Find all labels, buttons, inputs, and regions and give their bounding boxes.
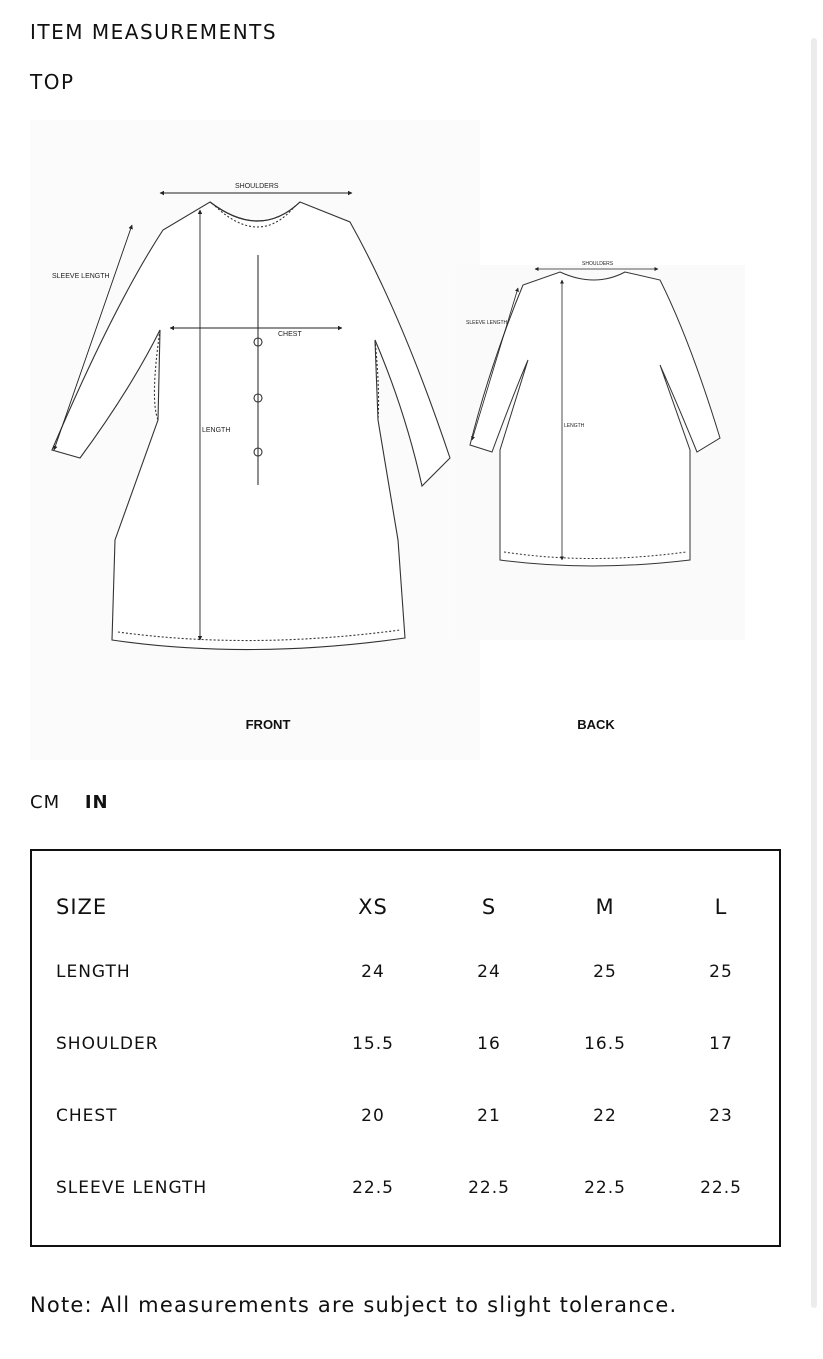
column-header: S (481, 895, 497, 919)
table-row (32, 936, 779, 1008)
unit-toggle (30, 792, 127, 813)
column-header: M (595, 895, 615, 919)
table-row (32, 1008, 779, 1080)
size-chart-table (30, 849, 781, 1247)
row-label: LENGTH (56, 962, 131, 982)
page-scrollbar[interactable] (811, 38, 817, 1308)
column-header: L (714, 895, 728, 919)
unit-option-cm[interactable]: CM (30, 792, 61, 813)
table-row (32, 1152, 779, 1224)
table-cell: 22.5 (584, 1178, 626, 1198)
garment-type-title: TOP (30, 70, 75, 94)
row-label: SLEEVE LENGTH (56, 1178, 208, 1198)
table-cell: 24 (477, 962, 501, 982)
table-header-row (32, 851, 779, 936)
table-cell: 21 (477, 1106, 501, 1126)
column-header: XS (358, 895, 388, 919)
back-sleeve-length-label: SLEEVE LENGTH (466, 320, 508, 326)
unit-option-in[interactable]: IN (84, 792, 109, 813)
front-sleeve-length-label: SLEEVE LENGTH (52, 273, 110, 280)
row-label: CHEST (56, 1106, 118, 1126)
front-shoulders-label: SHOULDERS (235, 183, 279, 190)
table-cell: 16 (477, 1034, 501, 1054)
table-cell: 20 (361, 1106, 385, 1126)
table-cell: 25 (593, 962, 617, 982)
table-cell: 23 (709, 1106, 733, 1126)
table-cell: 17 (709, 1034, 733, 1054)
back-length-label: LENGTH (564, 423, 585, 429)
table-cell: 25 (709, 962, 733, 982)
table-cell: 22 (593, 1106, 617, 1126)
front-chest-label: CHEST (278, 331, 302, 338)
table-row (32, 1080, 779, 1152)
tolerance-note: Note: All measurements are subject to slight tolerance. (30, 1293, 678, 1317)
back-shoulders-label: SHOULDERS (582, 261, 614, 267)
back-caption: BACK (577, 717, 615, 732)
table-cell: 22.5 (468, 1178, 510, 1198)
front-caption: FRONT (245, 717, 291, 732)
section-title: ITEM MEASUREMENTS (30, 20, 278, 44)
table-cell: 15.5 (352, 1034, 394, 1054)
table-cell: 24 (361, 962, 385, 982)
front-length-label: LENGTH (202, 427, 231, 434)
table-cell: 16.5 (584, 1034, 626, 1054)
table-cell: 22.5 (352, 1178, 394, 1198)
table-cell: 22.5 (700, 1178, 742, 1198)
measurement-diagram (30, 120, 745, 760)
column-header: SIZE (56, 895, 108, 919)
row-label: SHOULDER (56, 1034, 159, 1054)
